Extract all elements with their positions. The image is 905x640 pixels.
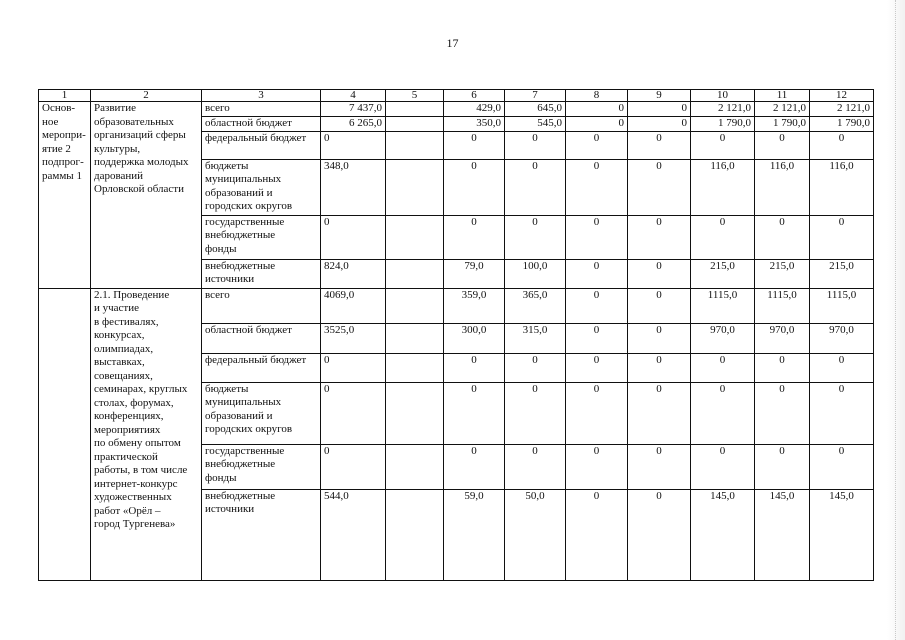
budget-table	[38, 89, 874, 581]
event-name-cell: Развитие образовательных организаций сферы культуры, поддержка молодых дарований Орловской области	[91, 102, 202, 289]
amount-cell: 0	[628, 159, 691, 215]
column-header: 6	[444, 90, 505, 102]
amount-cell: 0	[628, 116, 691, 131]
amount-cell: 116,0	[691, 159, 755, 215]
amount-cell: 0	[566, 382, 628, 444]
amount-cell: 0	[628, 288, 691, 323]
amount-cell: 0	[566, 489, 628, 580]
funding-source-cell: всего	[202, 288, 321, 323]
header-row	[39, 90, 874, 102]
funding-source-cell: государственные внебюджетные фонды	[202, 215, 321, 259]
funding-source-cell: областной бюджет	[202, 323, 321, 353]
amount-cell: 215,0	[810, 259, 874, 288]
amount-cell: 0	[755, 382, 810, 444]
amount-cell: 0	[628, 489, 691, 580]
amount-cell: 0	[505, 159, 566, 215]
column-header: 2	[91, 90, 202, 102]
amount-cell: 0	[628, 382, 691, 444]
column-header: 12	[810, 90, 874, 102]
amount-cell: 116,0	[810, 159, 874, 215]
column-header: 9	[628, 90, 691, 102]
amount-cell: 970,0	[755, 323, 810, 353]
amount-cell	[386, 489, 444, 580]
amount-cell: 0	[628, 259, 691, 288]
amount-cell: 0	[444, 215, 505, 259]
amount-cell: 100,0	[505, 259, 566, 288]
funding-source-cell: бюджеты муниципальных образований и городских округов	[202, 159, 321, 215]
amount-cell: 315,0	[505, 323, 566, 353]
amount-cell: 0	[566, 444, 628, 489]
amount-cell: 59,0	[444, 489, 505, 580]
event-type-cell: Основ- ное меропри- ятие 2 подпрог- раммы 1	[39, 102, 91, 289]
amount-cell: 0	[321, 444, 386, 489]
amount-cell: 0	[444, 382, 505, 444]
amount-cell: 970,0	[691, 323, 755, 353]
funding-source-cell: областной бюджет	[202, 116, 321, 131]
amount-cell: 970,0	[810, 323, 874, 353]
amount-cell: 0	[566, 288, 628, 323]
amount-cell: 1 790,0	[691, 116, 755, 131]
amount-cell: 0	[566, 116, 628, 131]
amount-cell: 0	[505, 353, 566, 382]
amount-cell: 0	[566, 102, 628, 117]
amount-cell: 2 121,0	[810, 102, 874, 117]
amount-cell: 215,0	[755, 259, 810, 288]
amount-cell: 145,0	[810, 489, 874, 580]
amount-cell: 0	[691, 353, 755, 382]
amount-cell	[386, 444, 444, 489]
amount-cell: 0	[566, 215, 628, 259]
amount-cell: 145,0	[755, 489, 810, 580]
amount-cell: 2 121,0	[755, 102, 810, 117]
amount-cell	[386, 259, 444, 288]
amount-cell: 350,0	[444, 116, 505, 131]
amount-cell: 145,0	[691, 489, 755, 580]
amount-cell: 1115,0	[810, 288, 874, 323]
amount-cell: 0	[566, 159, 628, 215]
amount-cell: 645,0	[505, 102, 566, 117]
amount-cell: 0	[628, 444, 691, 489]
amount-cell	[386, 131, 444, 159]
amount-cell: 79,0	[444, 259, 505, 288]
column-header: 10	[691, 90, 755, 102]
amount-cell: 0	[628, 102, 691, 117]
amount-cell: 0	[810, 382, 874, 444]
column-header: 4	[321, 90, 386, 102]
amount-cell: 215,0	[691, 259, 755, 288]
amount-cell: 4069,0	[321, 288, 386, 323]
amount-cell: 0	[691, 382, 755, 444]
amount-cell: 1 790,0	[755, 116, 810, 131]
amount-cell	[386, 288, 444, 323]
amount-cell: 7 437,0	[321, 102, 386, 117]
amount-cell	[386, 353, 444, 382]
amount-cell: 1115,0	[755, 288, 810, 323]
page-number: 17	[446, 36, 459, 50]
amount-cell: 1115,0	[691, 288, 755, 323]
amount-cell: 0	[505, 444, 566, 489]
column-header: 11	[755, 90, 810, 102]
amount-cell: 0	[691, 444, 755, 489]
funding-source-cell: бюджеты муниципальных образований и городских округов	[202, 382, 321, 444]
funding-source-cell: государственные внебюджетные фонды	[202, 444, 321, 489]
column-header: 5	[386, 90, 444, 102]
amount-cell: 544,0	[321, 489, 386, 580]
amount-cell: 0	[628, 131, 691, 159]
amount-cell: 0	[628, 323, 691, 353]
amount-cell: 0	[505, 382, 566, 444]
amount-cell: 3525,0	[321, 323, 386, 353]
column-header: 3	[202, 90, 321, 102]
amount-cell: 0	[691, 131, 755, 159]
amount-cell: 348,0	[321, 159, 386, 215]
amount-cell: 365,0	[505, 288, 566, 323]
amount-cell: 0	[628, 353, 691, 382]
amount-cell	[386, 382, 444, 444]
scan-edge-shadow	[887, 0, 905, 640]
amount-cell	[386, 159, 444, 215]
amount-cell: 0	[755, 215, 810, 259]
funding-source-cell: всего	[202, 102, 321, 117]
amount-cell: 0	[505, 215, 566, 259]
funding-source-cell: внебюджетные источники	[202, 259, 321, 288]
amount-cell	[386, 215, 444, 259]
amount-cell: 0	[321, 382, 386, 444]
amount-cell: 359,0	[444, 288, 505, 323]
table-row	[39, 102, 874, 117]
event-type-cell	[39, 288, 91, 580]
amount-cell: 0	[755, 353, 810, 382]
amount-cell: 0	[691, 215, 755, 259]
amount-cell: 2 121,0	[691, 102, 755, 117]
amount-cell: 824,0	[321, 259, 386, 288]
amount-cell: 0	[505, 131, 566, 159]
amount-cell: 0	[566, 131, 628, 159]
amount-cell: 116,0	[755, 159, 810, 215]
amount-cell: 0	[810, 444, 874, 489]
amount-cell: 0	[321, 353, 386, 382]
funding-source-cell: федеральный бюджет	[202, 131, 321, 159]
table-row	[39, 288, 874, 323]
amount-cell: 0	[566, 353, 628, 382]
amount-cell: 0	[321, 131, 386, 159]
funding-source-cell: федеральный бюджет	[202, 353, 321, 382]
amount-cell: 0	[810, 131, 874, 159]
amount-cell: 0	[321, 215, 386, 259]
amount-cell: 300,0	[444, 323, 505, 353]
amount-cell: 0	[444, 159, 505, 215]
amount-cell: 0	[444, 131, 505, 159]
amount-cell	[386, 323, 444, 353]
amount-cell: 50,0	[505, 489, 566, 580]
amount-cell: 0	[755, 444, 810, 489]
column-header: 8	[566, 90, 628, 102]
scan-edge-line	[895, 0, 896, 640]
amount-cell: 0	[810, 215, 874, 259]
amount-cell: 0	[444, 444, 505, 489]
amount-cell: 0	[444, 353, 505, 382]
amount-cell: 1 790,0	[810, 116, 874, 131]
column-header: 1	[39, 90, 91, 102]
amount-cell: 0	[810, 353, 874, 382]
amount-cell: 0	[566, 259, 628, 288]
funding-source-cell: внебюджетные источники	[202, 489, 321, 580]
amount-cell	[386, 102, 444, 117]
amount-cell: 0	[628, 215, 691, 259]
amount-cell	[386, 116, 444, 131]
event-name-cell: 2.1. Проведение и участие в фестивалях, конкурсах, олимпиадах, выставках, совещаниях, семинарах, круглых столах, форумах, конференциях, мероприятиях по обмену опытом практической работы, в том числе интернет-конкурс художественных работ «Орёл – город Тургенева»	[91, 288, 202, 580]
amount-cell: 0	[755, 131, 810, 159]
amount-cell: 429,0	[444, 102, 505, 117]
amount-cell: 6 265,0	[321, 116, 386, 131]
amount-cell: 0	[566, 323, 628, 353]
column-header: 7	[505, 90, 566, 102]
amount-cell: 545,0	[505, 116, 566, 131]
